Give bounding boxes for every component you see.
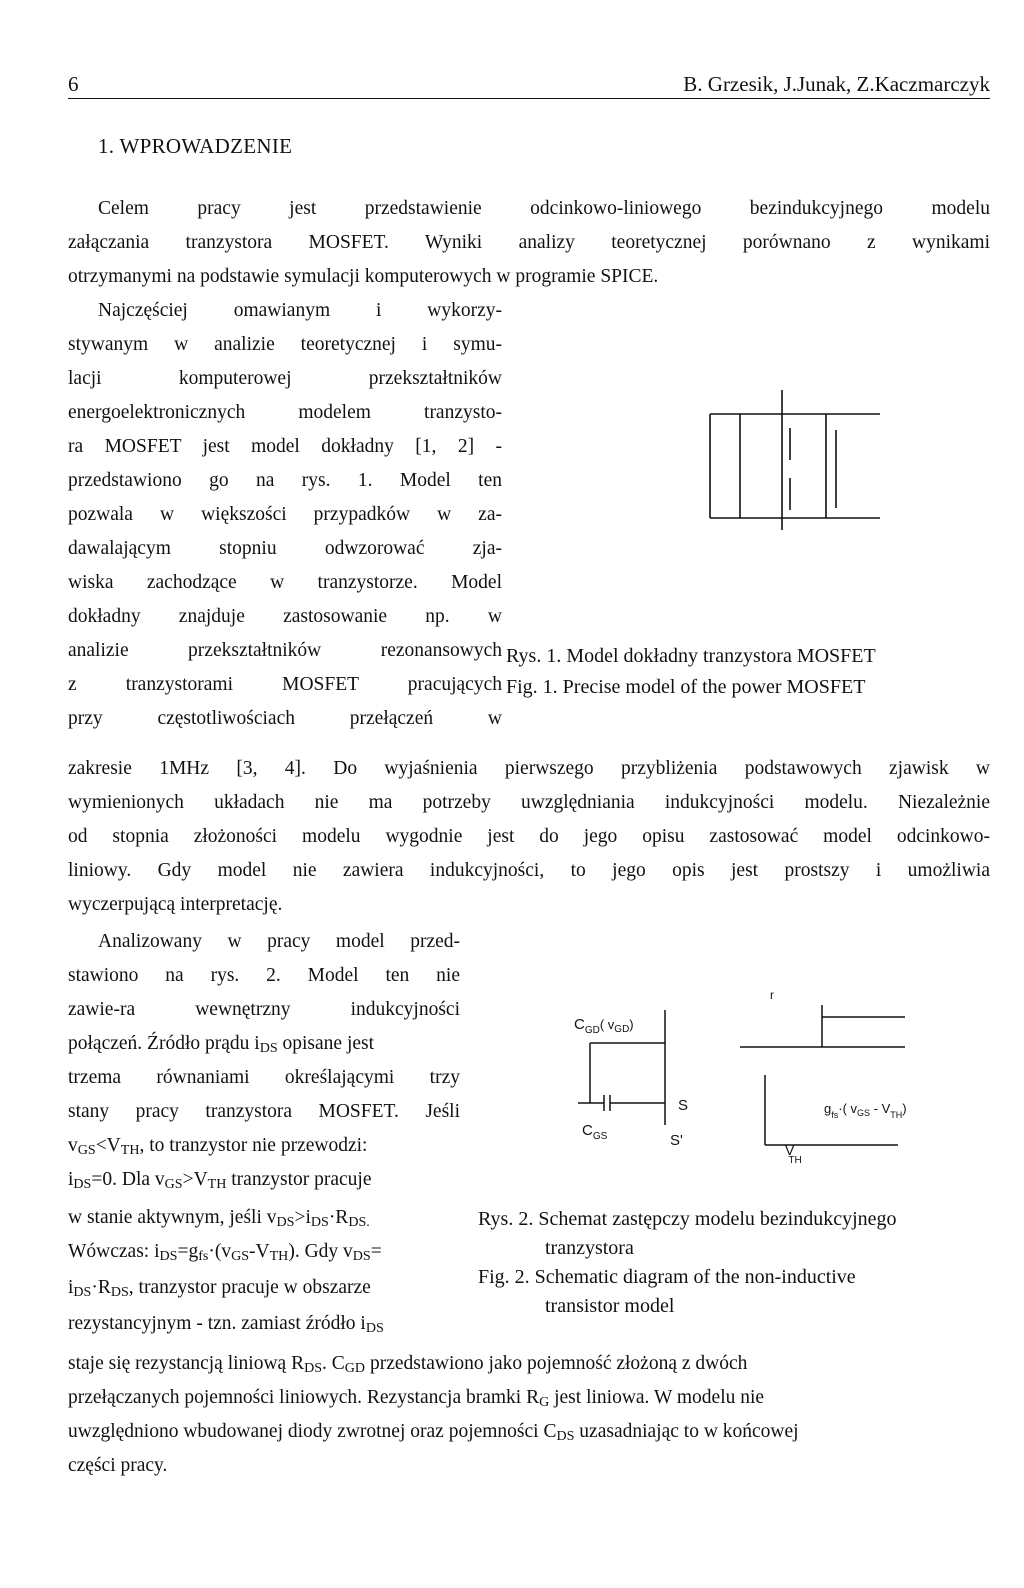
p3-line-11: iDS·RDS, tranzystor pracuje w obszarze (68, 1277, 371, 1300)
fig2-label-gfs: $g_{fs}\cdot$( $v_{GS} - V_{TH}$) (824, 1101, 907, 1120)
p2-line-11: analizie przekształtników rezonansowych (68, 640, 502, 661)
fig2-label-s: S (678, 1097, 689, 1114)
fig2-label-vth: V TH (785, 1142, 802, 1166)
p3-line-12: rezystancyjnym - tzn. zamiast źródło iDS (68, 1313, 384, 1336)
fig1-caption-pl: Rys. 1. Model dokładny tranzystora MOSFET (506, 645, 876, 667)
p2-line-12: z tranzystorami MOSFET pracujących (68, 674, 502, 695)
fig2-label-cgs: $C_{GS}$ (582, 1122, 608, 1142)
p4-line-2: przełączanych pojemności liniowych. Rezystancja bramki RG jest liniowa. W modelu nie (68, 1387, 765, 1410)
p4-line-1: staje się rezystancją liniową RDS. CGD przedstawiono jako pojemność złożoną z dwóch (68, 1353, 748, 1376)
p2-line-7: pozwala w większości przypadków w za- (68, 504, 502, 525)
p2-line-4: energoelektronicznych modelem tranzysto- (68, 402, 502, 423)
page-number: 6 (68, 72, 79, 96)
p2-line-10: dokładny znajduje zastosowanie np. w (68, 606, 502, 627)
p2b-line-3: od stopnia złożoności modelu wygodnie jest do jego opisu zastosować model odcinkowo- (68, 826, 990, 847)
p4-line-3: uwzględniono wbudowanej diody zwrotnej oraz pojemności CDS uzasadniając to w końcowej (68, 1421, 799, 1444)
intro-line-3: otrzymanymi na podstawie symulacji komputerowych w programie SPICE. (68, 266, 659, 287)
fig2-caption-pl-2: tranzystora (545, 1237, 634, 1259)
p3-line-2: stawiono na rys. 2. Model ten nie (68, 965, 460, 986)
fig2-diagram (560, 985, 940, 1185)
p2b-line-4: liniowy. Gdy model nie zawiera indukcyjności, to jego opis jest prostszy i umożliwia (68, 860, 990, 881)
p4-line-4: części pracy. (68, 1455, 168, 1476)
intro-line-2: załączania tranzystora MOSFET. Wyniki analizy teoretycznej porównano z wynikami (68, 232, 990, 253)
p3-line-4: połączeń. Źródło prądu iDS opisane jest (68, 1033, 375, 1056)
fig2-label-cgd: $C_{GD}$( $v_{GD}$) (574, 1016, 634, 1036)
p3-line-9: w stanie aktywnym, jeśli vDS>iDS·RDS. (68, 1207, 370, 1230)
p2-line-6: przedstawiono go na rys. 1. Model ten (68, 470, 502, 491)
p2-line-13: przy częstotliwościach przełączeń w (68, 708, 502, 729)
p2-line-3: lacji komputerowej przekształtników (68, 368, 502, 389)
fig1-caption-en: Fig. 1. Precise model of the power MOSFET (506, 676, 866, 698)
p3-line-3: zawie-ra wewnętrzny indukcyjności (68, 999, 460, 1020)
p3-line-10: Wówczas: iDS=gfs·(vGS-VTH). Gdy vDS= (68, 1241, 382, 1264)
p2b-line-5: wyczerpującą interpretację. (68, 894, 283, 915)
p3-line-5: trzema równaniami określającymi trzy (68, 1067, 460, 1088)
fig2-caption-pl-1: Rys. 2. Schemat zastępczy modelu bezindukcyjnego (478, 1208, 897, 1230)
p2-line-2: stywanym w analizie teoretycznej i symu- (68, 334, 502, 355)
section-title: 1. WPROWADZENIE (98, 134, 293, 158)
fig2-label-s-prime: S' (670, 1132, 683, 1149)
p2b-line-1: zakresie 1MHz [3, 4]. Do wyjaśnienia pierwszego przybliżenia podstawowych zjawisk w (68, 758, 990, 779)
p3-line-6: stany pracy tranzystora MOSFET. Jeśli (68, 1101, 460, 1122)
fig1-diagram (690, 370, 900, 540)
authors: B. Grzesik, J.Junak, Z.Kaczmarczyk (683, 72, 990, 96)
p2b-line-2: wymienionych układach nie ma potrzeby uwzględniania indukcyjności modelu. Niezależnie (68, 792, 990, 813)
p2-line-8: dawalającym stopniu odwzorować zja- (68, 538, 502, 559)
fig2-caption-en-2: transistor model (545, 1295, 675, 1317)
intro-line-1: Celem pracy jest przedstawienie odcinkowo-liniowego bezindukcyjnego modelu (98, 198, 990, 219)
p3-line-7: vGS<VTH, to tranzystor nie przewodzi: (68, 1135, 368, 1158)
p3-line-1: Analizowany w pracy model przed- (98, 931, 460, 952)
p3-line-8: iDS=0. Dla vGS>VTH tranzystor pracuje (68, 1169, 372, 1192)
p2-line-9: wiska zachodzące w tranzystorze. Model (68, 572, 502, 593)
fig2-caption-en-1: Fig. 2. Schematic diagram of the non-inductive (478, 1266, 856, 1288)
fig2-label-r: r (770, 988, 774, 1002)
p2-line-1: Najczęściej omawianym i wykorzy- (98, 300, 502, 321)
running-header (68, 72, 990, 99)
p2-line-5: ra MOSFET jest model dokładny [1, 2] - (68, 436, 502, 457)
